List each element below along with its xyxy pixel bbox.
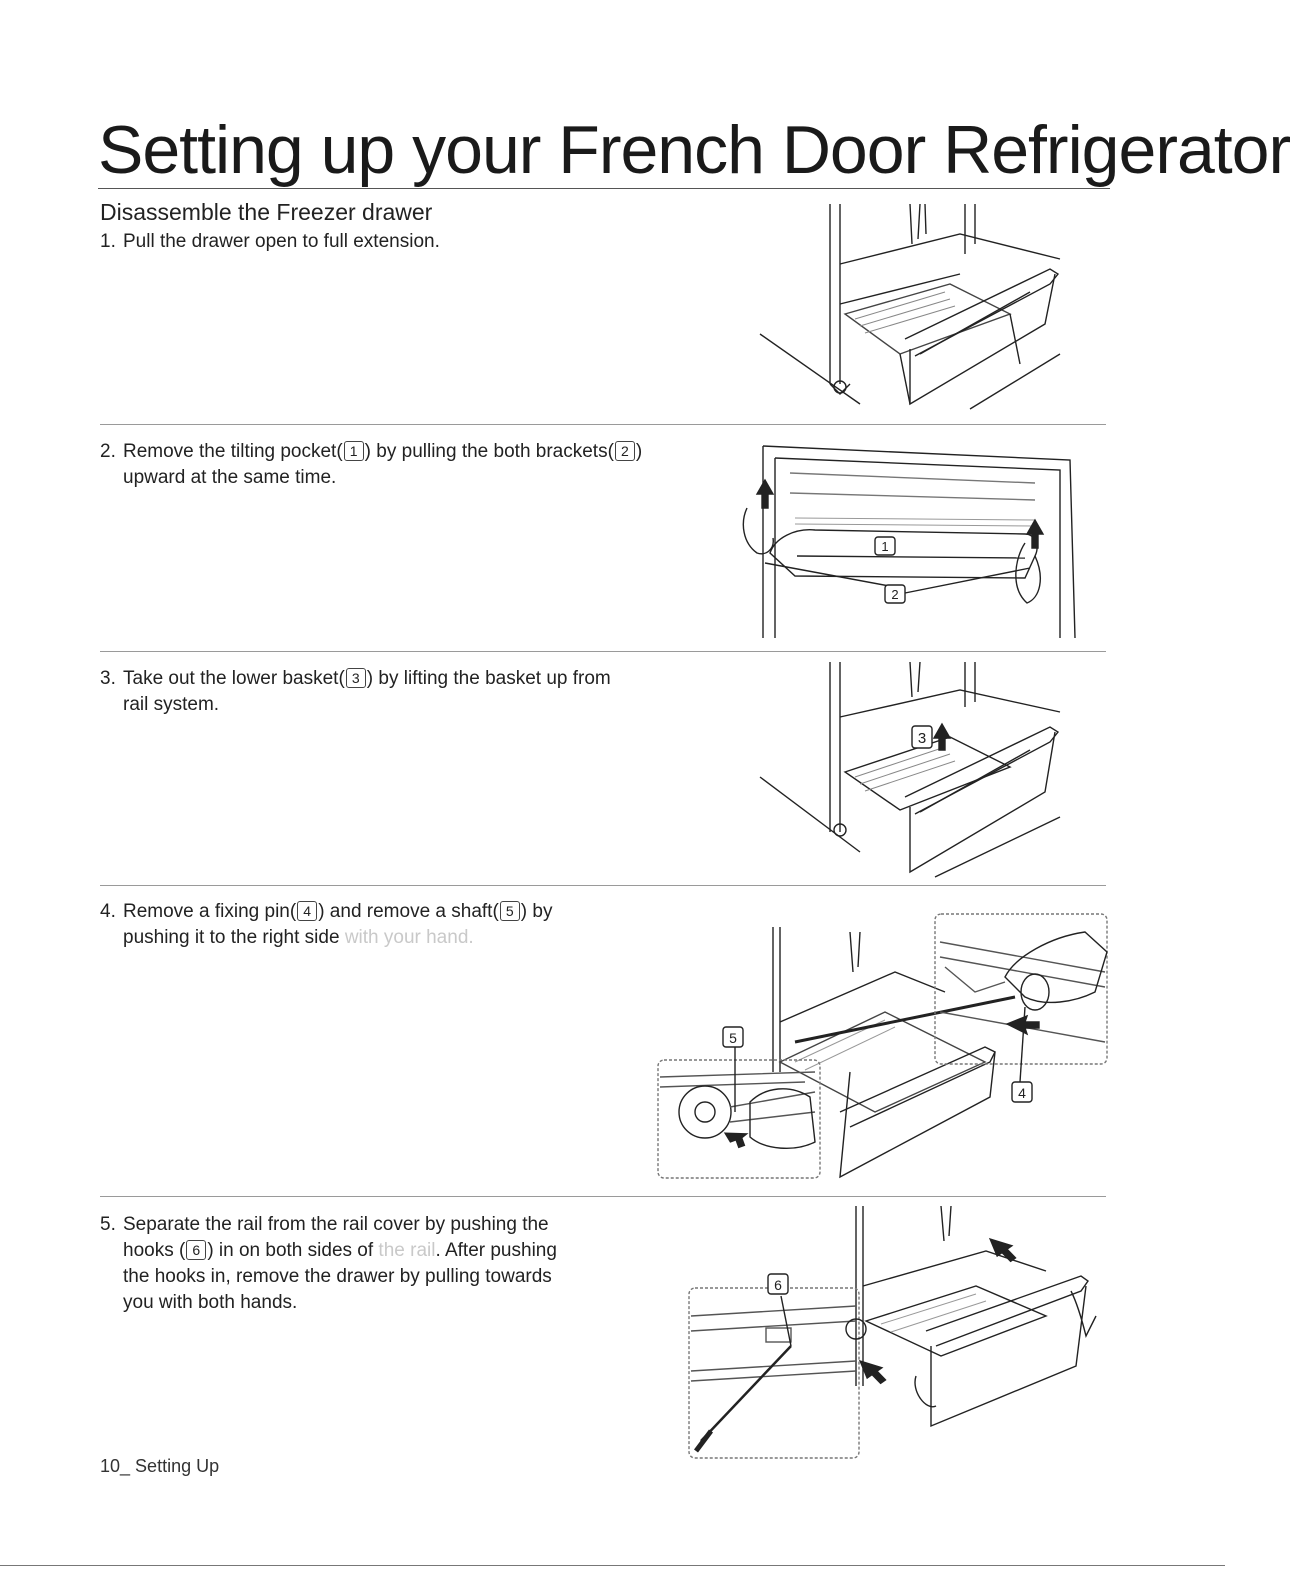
tilting-pocket-illustration <box>735 438 1080 638</box>
callout-tag: 1 <box>344 441 364 461</box>
rail-hooks-illustration <box>686 1206 1106 1461</box>
fixing-pin-illustration <box>655 912 1110 1182</box>
step-text: Remove the tilting pocket( 1 ) by pulling the both brackets( 2 ) upward at the same time. <box>123 441 643 488</box>
divider <box>100 1196 1106 1197</box>
callout-6: 6 <box>774 1277 782 1293</box>
step-text: Remove a fixing pin( 4 ) and remove a shaft( 5 ) by pushing it to the right side with your hand. <box>123 901 553 948</box>
step-number: 3. <box>100 668 116 689</box>
callout-1: 1 <box>881 539 889 554</box>
divider <box>100 651 1106 652</box>
step-number: 2. <box>100 441 116 462</box>
step-2 <box>100 439 642 491</box>
callout-tag: 2 <box>615 441 635 461</box>
page-footer: 10_ Setting Up <box>100 1456 220 1476</box>
callout-5: 5 <box>729 1030 737 1046</box>
callout-tag: 6 <box>186 1240 206 1260</box>
step-1 <box>100 229 440 255</box>
step-text: Separate the rail from the rail cover by pushing the hooks ( 6 ) in on both sides of the rail. After pushing the hooks in, remove the drawer by pulling towards you with both hands. <box>123 1214 557 1313</box>
divider <box>100 885 1106 886</box>
callout-3: 3 <box>917 730 927 747</box>
step-5 <box>100 1212 557 1316</box>
footer-section: Setting Up <box>135 1456 220 1476</box>
step-text: Pull the drawer open to full extension. <box>123 231 440 252</box>
step-number: 1. <box>100 231 116 252</box>
step-number: 5. <box>100 1214 116 1235</box>
page-bottom-line <box>0 1565 1225 1566</box>
section-title: Disassemble the Freezer drawer <box>100 199 433 225</box>
callout-tag: 4 <box>297 901 317 921</box>
step-3 <box>100 666 611 718</box>
page-number: 10 <box>100 1456 121 1476</box>
callout-4: 4 <box>1018 1085 1026 1101</box>
step-4 <box>100 899 552 951</box>
callout-tag: 5 <box>500 901 520 921</box>
callout-2: 2 <box>891 587 899 602</box>
divider <box>100 424 1106 425</box>
page-title: Setting up your French Door Refrigerator <box>98 112 1290 188</box>
lower-basket-illustration <box>760 662 1080 882</box>
drawer-open-illustration <box>760 204 1080 414</box>
step-number: 4. <box>100 901 116 922</box>
step-text: Take out the lower basket( 3 ) by lifting the basket up from rail system. <box>123 668 611 715</box>
callout-tag: 3 <box>346 668 366 688</box>
